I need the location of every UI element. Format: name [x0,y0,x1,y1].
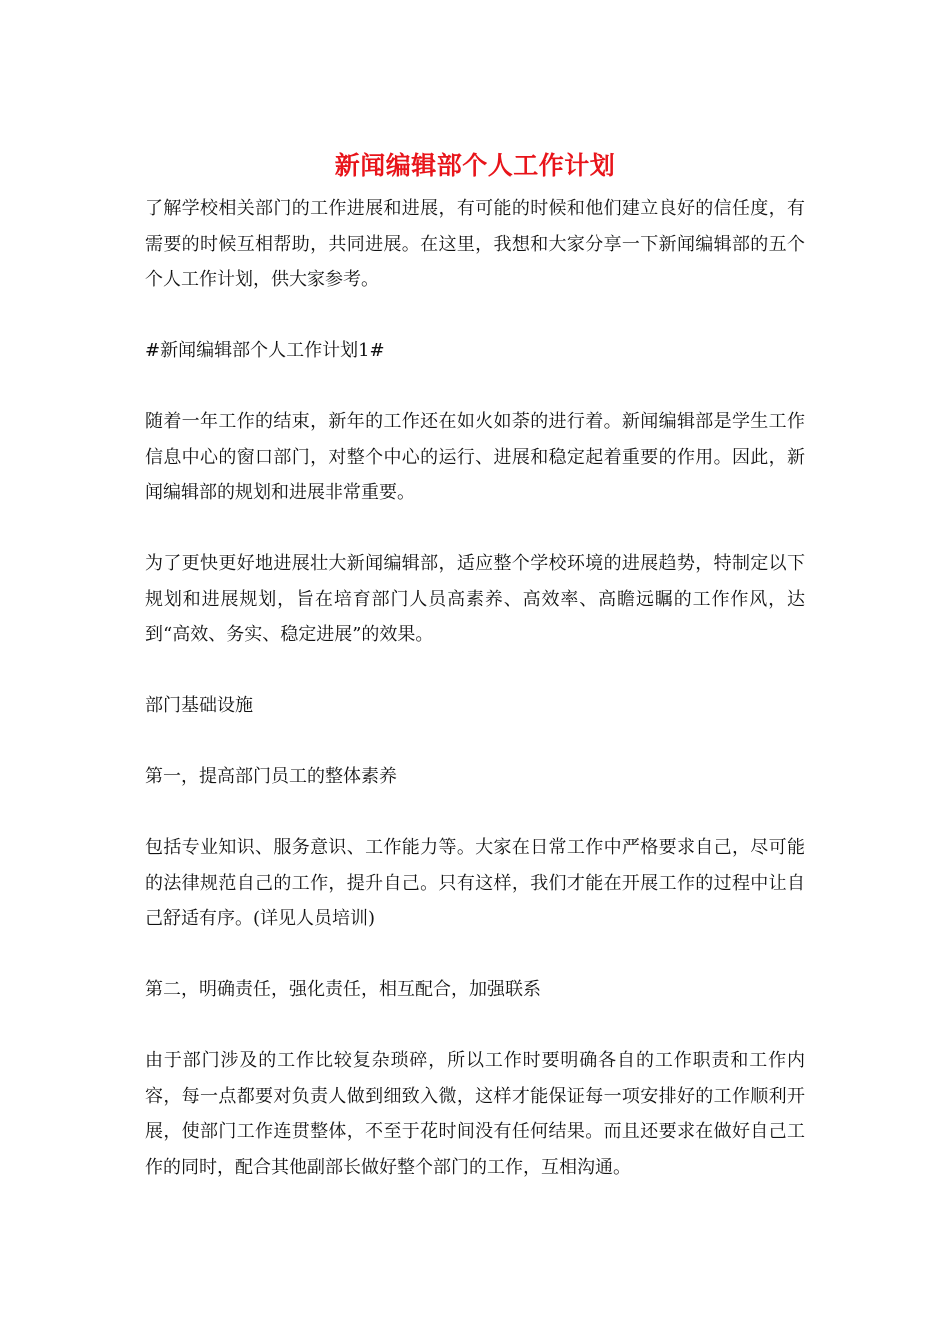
section-heading-plan-1: #新闻编辑部个人工作计划1# [145,340,385,361]
document-title: 新闻编辑部个人工作计划 [334,151,616,180]
intro-paragraph: 了解学校相关部门的工作进展和进展，有可能的时候和他们建立良好的信任度，有需要的时候互相帮助，共同进展。在这里，我想和大家分享一下新闻编辑部的五个个人工作计划，供大家参考。 [145,198,805,290]
point-heading-second: 第二，明确责任，强化责任，相互配合，加强联系 [145,979,541,1000]
body-paragraph: 随着一年工作的结束，新年的工作还在如火如荼的进行着。新闻编辑部是学生工作信息中心的窗口部门，对整个中心的运行、进展和稳定起着重要的作用。因此，新闻编辑部的规划和进展非常重要。 [145,411,805,503]
document-body [145,191,805,1221]
body-paragraph: 由于部门涉及的工作比较复杂琐碎，所以工作时要明确各自的工作职责和工作内容，每一点都要对负责人做到细致入微，这样才能保证每一项安排好的工作顺利开展，使部门工作连贯整体，不至于花时间没有任何结果。而且还要求在做好自己工作的同时，配合其他副部长做好整个部门的工作，互相沟通。 [145,1050,805,1178]
body-paragraph: 为了更快更好地进展壮大新闻编辑部，适应整个学校环境的进展趋势，特制定以下规划和进展规划，旨在培育部门人员高素养、高效率、高瞻远瞩的工作作风，达到“高效、务实、稳定进展”的效果。 [145,553,805,645]
subheading-infrastructure: 部门基础设施 [145,695,253,716]
body-paragraph: 包括专业知识、服务意识、工作能力等。大家在日常工作中严格要求自己，尽可能的法律规范自己的工作，提升自己。只有这样，我们才能在开展工作的过程中让自己舒适有序。(详见人员培训) [145,837,805,929]
point-heading-first: 第一，提高部门员工的整体素养 [145,766,397,787]
